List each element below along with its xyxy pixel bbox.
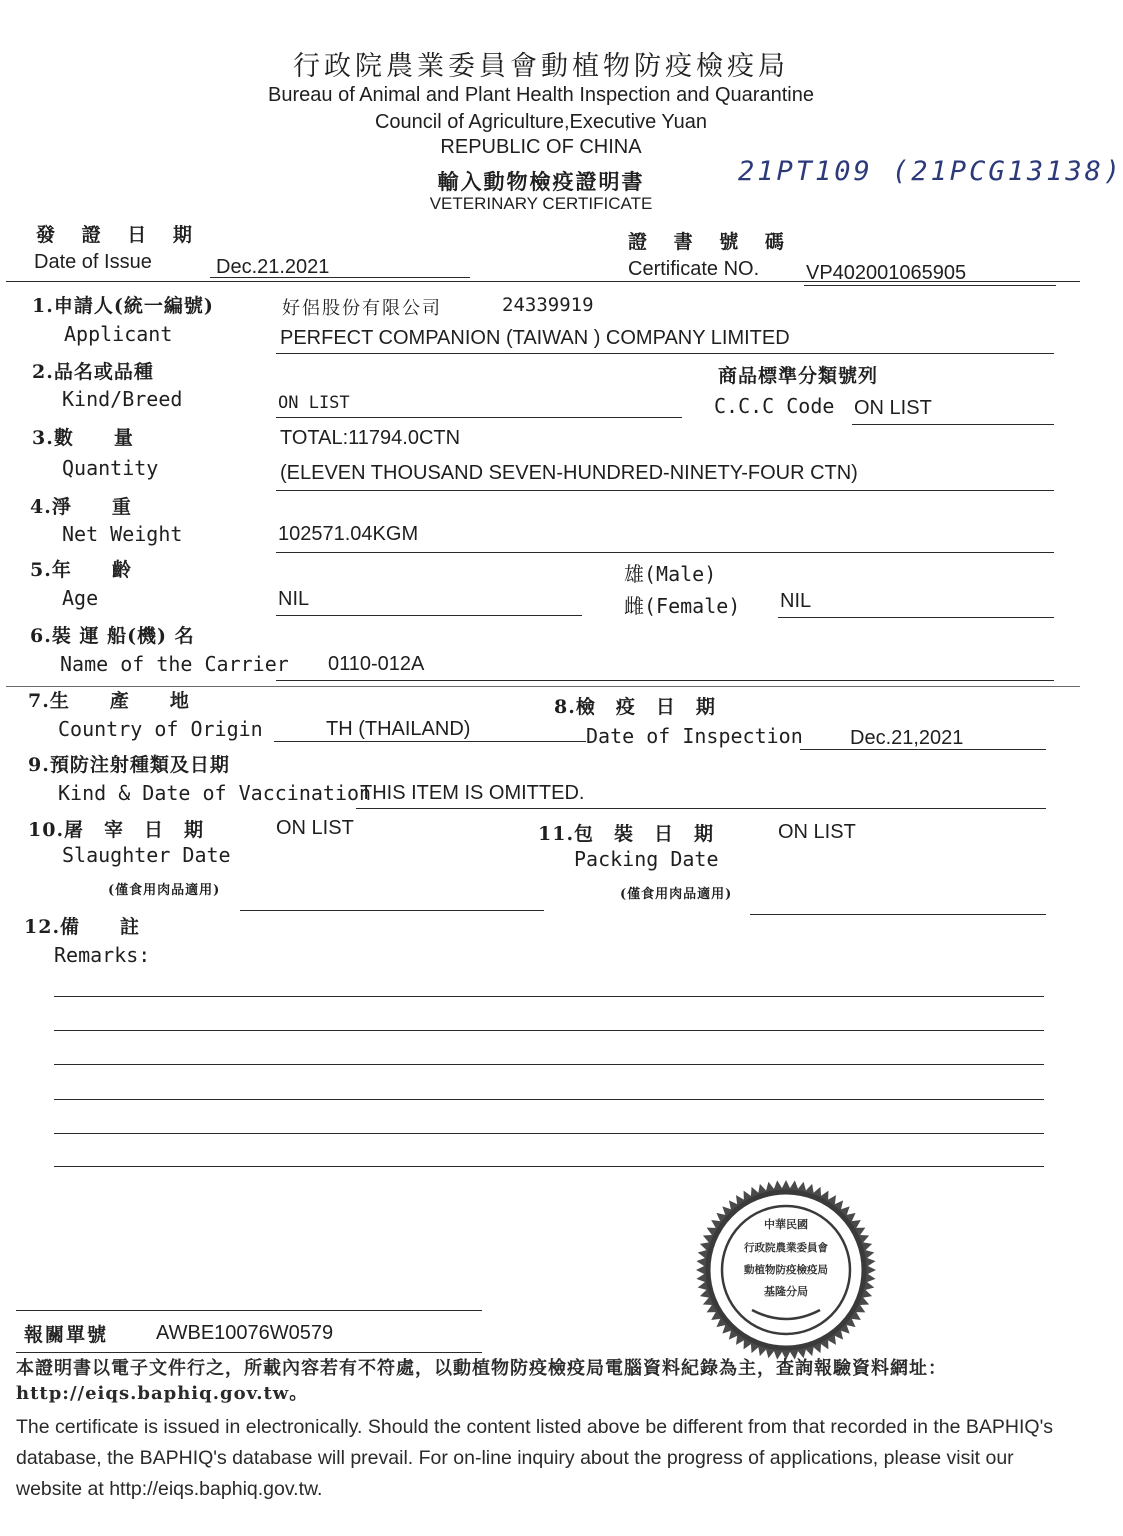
vaccination-underline (356, 808, 1046, 809)
customs-no-value: AWBE10076W0579 (156, 1322, 334, 1344)
notice-chinese: 本證明書以電子文件行之，所載內容若有不符處，以動植物防疫檢疫局電腦資料紀錄為主，查詢報驗資料網址：http://eiqs.baphiq.gov.tw。 (16, 1358, 947, 1404)
seal-text-line: 基隆分局 (764, 1285, 808, 1298)
kind-label-chinese: 2.品名或品種 (32, 361, 154, 383)
carrier-underline (276, 680, 1054, 681)
customs-no-label: 報關單號 (24, 1324, 109, 1346)
sex-value: NIL (780, 590, 812, 612)
origin-value: TH (THAILAND) (326, 718, 471, 740)
carrier-label-chinese: 6.裝 運 船(機) 名 (30, 625, 195, 647)
kind-underline (276, 417, 682, 418)
origin-label-chinese: 7.生 產 地 (28, 690, 190, 712)
issue-date-value: Dec.21.2021 (216, 256, 330, 278)
certificate-title-chinese: 輸入動物檢疫證明書 (437, 169, 645, 194)
net-weight-underline (276, 552, 1054, 553)
ccc-code-label-chinese: 商品標準分類號列 (718, 365, 879, 387)
official-seal (694, 1178, 878, 1362)
applicant-underline (276, 353, 1054, 354)
vaccination-label-chinese: 9.預防注射種類及日期 (28, 754, 230, 776)
age-underline (276, 615, 582, 616)
issue-date-label: Date of Issue (34, 251, 152, 273)
carrier-value: 0110-012A (328, 653, 425, 675)
remarks-line (54, 996, 1044, 997)
age-label: Age (62, 586, 99, 610)
quantity-label-chinese: 3.數 量 (32, 427, 134, 449)
quantity-label: Quantity (62, 456, 159, 480)
issue-date-underline (210, 277, 470, 278)
header-divider (6, 281, 1080, 282)
vaccination-value: THIS ITEM IS OMITTED. (360, 782, 585, 804)
quantity-in-words: (ELEVEN THOUSAND SEVEN-HUNDRED-NINETY-FOUR CTN) (280, 462, 858, 484)
country-name: REPUBLIC OF CHINA (440, 136, 642, 158)
certificate-number: VP402001065905 (806, 262, 967, 284)
customs-top-line (16, 1310, 482, 1311)
origin-label: Country of Origin (58, 717, 263, 741)
agency-name-english: Bureau of Animal and Plant Health Inspection and Quarantine (268, 84, 814, 106)
applicant-name-chinese: 好侶股份有限公司 (282, 298, 442, 319)
certificate-title-english: VETERINARY CERTIFICATE (429, 194, 653, 213)
remarks-label-chinese: 12.備 註 (24, 916, 141, 938)
quantity-total: TOTAL:11794.0CTN (280, 427, 461, 449)
packing-label-chinese: 11.包 裝 日 期 (538, 823, 715, 845)
remarks-line (54, 1133, 1044, 1134)
certificate-no-label: Certificate NO. (628, 258, 760, 280)
quantity-underline (276, 490, 1054, 491)
kind-label: Kind/Breed (62, 387, 183, 411)
seal-text-line: 行政院農業委員會 (744, 1242, 828, 1254)
ccc-code-underline (852, 424, 1054, 425)
net-weight-value: 102571.04KGM (278, 523, 419, 545)
notice-english: The certificate is issued in electronically. Should the content listed above be different from that recorded in the BAPHIQ's database, the BAPHIQ's database will prevail. For on-line inquiry about the progress of applications, please visit our website at http://eiqs.baphiq.gov.tw. (16, 1416, 1054, 1500)
handwritten-reference: 21PT109 (21PCG13138) (738, 156, 1123, 187)
ccc-code-value: ON LIST (854, 397, 932, 419)
packing-date-underline (750, 914, 1046, 915)
age-value: NIL (278, 588, 310, 610)
slaughter-date-label: Slaughter Date (62, 843, 231, 867)
customs-bottom-line (16, 1352, 482, 1353)
seal-text-line: 中華民國 (764, 1218, 808, 1231)
certificate-no-label-chinese: 證 書 號 碼 (628, 231, 794, 253)
sex-underline (778, 617, 1054, 618)
inspection-date-value: Dec.21,2021 (850, 727, 964, 749)
applicant-label: Applicant (64, 322, 173, 346)
slaughter-date-value: ON LIST (276, 817, 354, 839)
inspection-date-label: Date of Inspection (586, 724, 803, 748)
inspection-label-chinese: 8.檢 疫 日 期 (554, 696, 716, 718)
male-label: 雄(Male) (624, 562, 717, 586)
net-weight-label-chinese: 4.淨 重 (30, 496, 132, 518)
packing-date-value: ON LIST (778, 821, 856, 843)
applicant-label-chinese: 1.申請人(統一編號) (32, 295, 214, 317)
ccc-code-label: C.C.C Code (714, 394, 835, 418)
issue-date-label-chinese: 發 證 日 期 (36, 224, 202, 246)
remarks-line (54, 1099, 1044, 1100)
inspection-date-underline (800, 749, 1046, 750)
remarks-line (54, 1166, 1044, 1167)
slaughter-date-underline (240, 910, 544, 911)
remarks-line (54, 1030, 1044, 1031)
certificate-no-underline (804, 285, 1056, 286)
slaughter-label-chinese: 10.屠 宰 日 期 (28, 819, 205, 841)
remarks-label: Remarks: (54, 943, 151, 967)
slaughter-note: (僅食用肉品適用) (108, 883, 221, 898)
kind-value: ON LIST (278, 393, 350, 413)
vaccination-label: Kind & Date of Vaccination (58, 781, 372, 805)
age-label-chinese: 5.年 齡 (30, 559, 132, 581)
net-weight-label: Net Weight (62, 522, 183, 546)
applicant-tax-id: 24339919 (502, 294, 594, 316)
seal-text-line: 動植物防疫檢疫局 (744, 1264, 828, 1276)
agency-name-chinese: 行政院農業委員會動植物防疫檢疫局 (293, 51, 789, 82)
female-label: 雌(Female) (624, 594, 741, 618)
packing-date-label: Packing Date (574, 847, 719, 871)
remarks-line (54, 1064, 1044, 1065)
carrier-label: Name of the Carrier (60, 652, 289, 676)
packing-note: (僅食用肉品適用) (620, 887, 733, 902)
origin-underline (274, 741, 586, 742)
applicant-name: PERFECT COMPANION (TAIWAN ) COMPANY LIMITED (280, 327, 790, 349)
council-name: Council of Agriculture,Executive Yuan (374, 111, 708, 133)
